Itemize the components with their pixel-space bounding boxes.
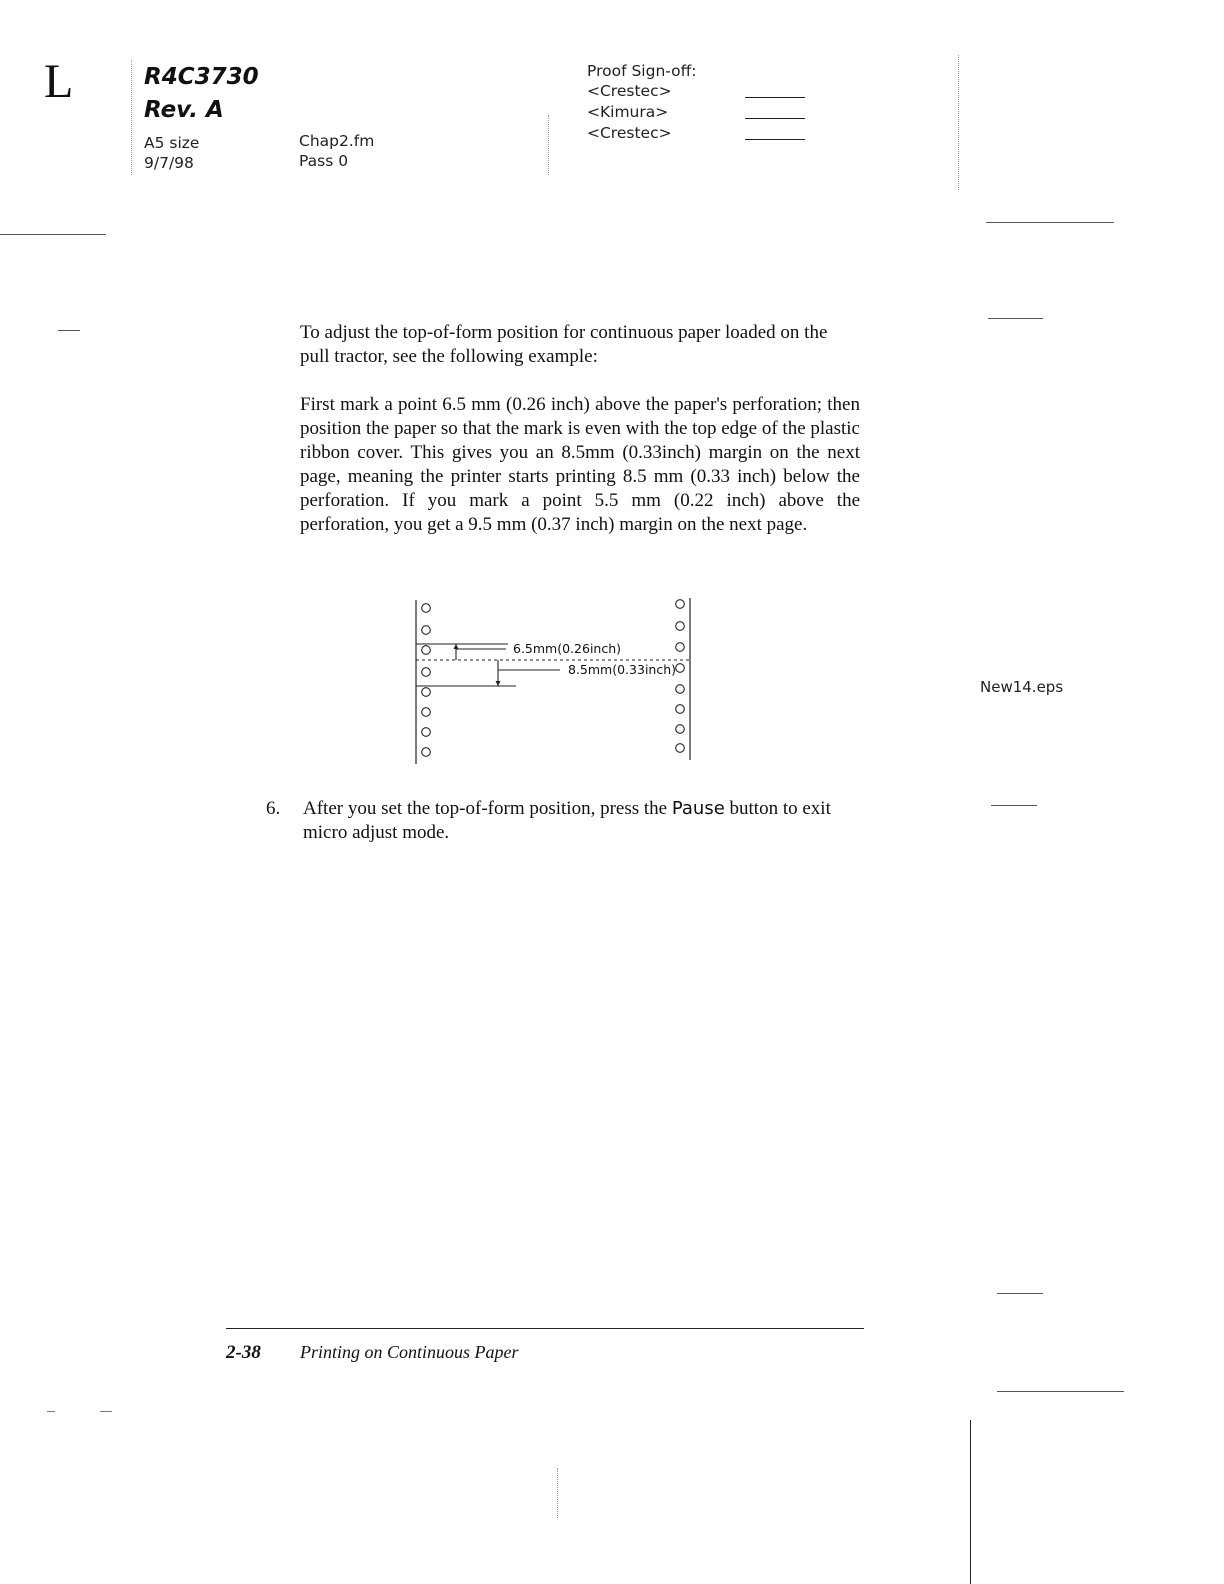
- intro-paragraph: To adjust the top-of-form position for continuous paper loaded on the pull tractor, see the following example:: [300, 322, 828, 367]
- crop-mark: [548, 115, 549, 175]
- crop-mark: [986, 222, 1114, 223]
- crop-mark: [47, 1411, 55, 1412]
- proof-signoff-title: Proof Sign-off:: [587, 62, 697, 80]
- page-number: 2-38: [226, 1342, 261, 1363]
- step-text-after: button to exit micro adjust mode.: [303, 798, 831, 843]
- crop-mark: [0, 234, 106, 235]
- corner-mark: L: [44, 55, 74, 108]
- pause-button-name: Pause: [671, 798, 725, 819]
- crop-mark: [131, 60, 132, 175]
- dimension-label-margin: 8.5mm(0.33inch): [568, 662, 677, 677]
- crop-mark: [997, 1293, 1043, 1294]
- size-label: A5 size: [144, 134, 200, 152]
- tractor-margin-figure: [410, 592, 700, 768]
- step-text: [303, 797, 863, 845]
- revision: Rev. A: [144, 97, 224, 123]
- crop-mark: [997, 1391, 1124, 1392]
- pass-label: Pass 0: [299, 152, 349, 170]
- crop-mark: [557, 1468, 558, 1518]
- figure-file-name: New14.eps: [980, 678, 1064, 696]
- dimension-label-top: 6.5mm(0.26inch): [513, 641, 622, 656]
- step-text-before: After you set the top-of-form position, press the: [303, 798, 672, 819]
- crop-mark: [958, 55, 959, 190]
- signature-line-3: [745, 139, 805, 140]
- proof-name-2: <Kimura>: [587, 103, 669, 121]
- signature-line-2: [745, 118, 805, 119]
- example-paragraph: First mark a point 6.5 mm (0.26 inch) above the paper's perforation; then position the paper so that the mark is even with the top edge of the plastic ribbon cover. This gives you an 8.5mm (0.33inch) margin on the next page, meaning the printer starts printing 8.5 mm (0.33 inch) below the perforation. If you mark a point 5.5 mm (0.22 inch) above the perforation, you get a 9.5 mm (0.37 inch) margin on the next page.: [300, 394, 860, 535]
- chapter-title: Printing on Continuous Paper: [300, 1342, 519, 1362]
- crop-mark: [988, 318, 1043, 319]
- proof-name-1: <Crestec>: [587, 82, 672, 100]
- crop-mark: [970, 1420, 971, 1584]
- step-number: 6.: [266, 798, 281, 819]
- crop-mark: [991, 805, 1037, 806]
- file-label: Chap2.fm: [299, 132, 375, 150]
- signature-line-1: [745, 97, 805, 98]
- footer-rule: [226, 1328, 864, 1329]
- proof-name-3: <Crestec>: [587, 124, 672, 142]
- date-label: 9/7/98: [144, 154, 194, 172]
- crop-mark: [100, 1411, 112, 1412]
- model-number: R4C3730: [144, 64, 259, 90]
- crop-mark: [58, 330, 80, 331]
